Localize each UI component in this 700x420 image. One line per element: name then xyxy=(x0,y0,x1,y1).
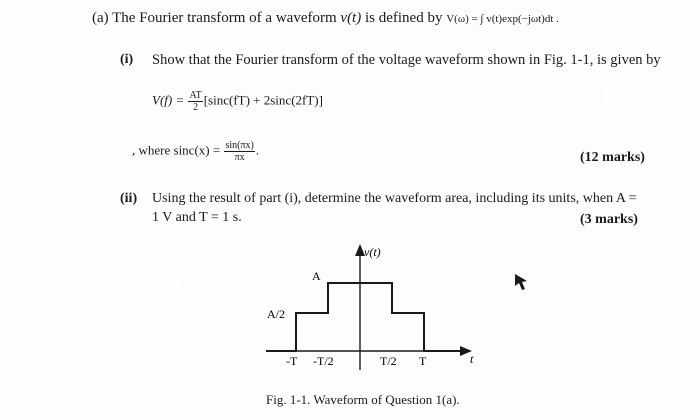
sinc-definition xyxy=(132,140,259,163)
tick-t: T xyxy=(419,354,427,368)
tick-neg-half-t: -T/2 xyxy=(313,354,334,368)
transform-equation xyxy=(152,90,323,113)
marks-ii: (3 marks) xyxy=(580,212,638,227)
y-axis-label: v(t) xyxy=(364,245,381,259)
level-half-label: A/2 xyxy=(267,307,285,321)
sub-ii-text-line2: 1 V and T = 1 s. xyxy=(152,210,242,225)
part-a-label: (a) xyxy=(92,10,109,26)
equation-frac-den: 2 xyxy=(193,102,199,113)
waveform-trace xyxy=(266,283,466,351)
level-a-label: A xyxy=(312,269,321,283)
x-axis-label: t xyxy=(470,352,474,366)
equation-fraction xyxy=(188,90,202,113)
part-a-text-suffix: is defined by xyxy=(361,10,447,26)
where-prefix: , where sinc(x) = xyxy=(132,142,224,158)
equation-lhs: V(f) = xyxy=(152,92,188,108)
fourier-definition: V(ω) = ∫ v(t)exp(−jωt)dt . xyxy=(446,13,559,25)
tick-neg-t: -T xyxy=(286,354,298,368)
equation-rhs: [sinc(fT) + 2sinc(2fT)] xyxy=(203,92,323,108)
part-a-text-prefix: The Fourier transform of a waveform xyxy=(112,10,341,26)
equation-frac-num: AT xyxy=(189,90,202,101)
part-a-statement xyxy=(92,10,559,27)
sub-i-text: Show that the Fourier transform of the voltage waveform shown in Fig. 1-1, is given by xyxy=(152,52,661,68)
where-suffix: . xyxy=(255,142,260,158)
tick-half-t: T/2 xyxy=(380,354,397,368)
sinc-frac-den: πx xyxy=(234,152,245,163)
marks-i: (12 marks) xyxy=(580,150,645,165)
sub-i-label: (i) xyxy=(120,52,134,67)
sub-ii-text-line1: Using the result of part (i), determine the waveform area, including its units, when A = xyxy=(152,191,637,206)
glare-spot xyxy=(640,372,680,402)
sinc-frac-num: sin(πx) xyxy=(225,140,254,151)
glare-spot xyxy=(152,270,186,296)
figure-caption: Fig. 1-1. Waveform of Question 1(a). xyxy=(266,392,460,407)
glare-spot xyxy=(595,78,641,112)
part-a-vt: v(t) xyxy=(340,10,362,26)
waveform-figure xyxy=(240,238,490,388)
mouse-pointer-icon xyxy=(512,272,530,292)
sinc-fraction xyxy=(224,140,254,163)
sub-ii-label: (ii) xyxy=(120,191,138,206)
